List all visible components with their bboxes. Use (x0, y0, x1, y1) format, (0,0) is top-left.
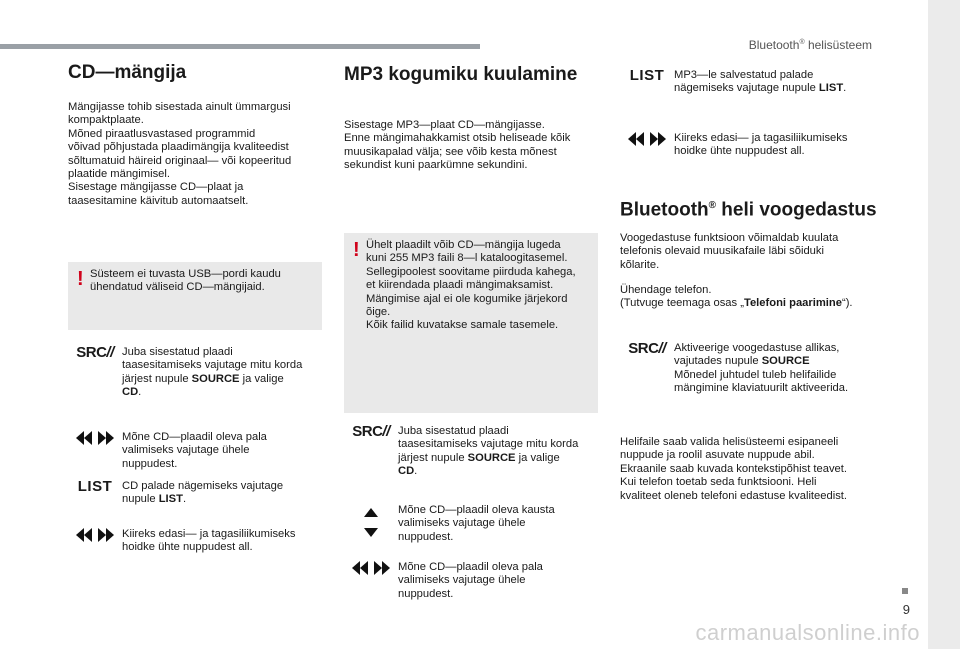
column-bluetooth (620, 199, 890, 221)
cd-warning-box (68, 262, 322, 330)
src-button-icon: SRC // (352, 423, 390, 440)
mp3-warning-text: Ühelt plaadilt võib CD—mängija lugeda kuni 255 MP3 faili 8—l kataloogitasemel. Sellegipoolest soovitame piirduda kahega, et kiirendada plaadi mängimaksamist. Mängimise ajal ei ole kogumike järjekord õige. Kõik failid kuvatakse samale tasemele. (366, 239, 576, 332)
warning-icon: ! (77, 268, 84, 290)
cd-player-paragraph: Mängijasse tohib sisestada ainult ümmargusi kompaktplaate. Mõned piraatlusvastased programmid võivad põhjustada plaadimängija kvaliteedist sõltumatuid häireid originaal— või kopeeritud plaatide mängimisel. Sisestage mängijasse CD—plaat ja taasesitamine käivitub automaatselt. (68, 101, 292, 207)
page-number: 9 (902, 602, 910, 617)
up-down-arrows-icon (344, 504, 398, 540)
bluetooth-paragraph-1: Voogedastuse funktsioon võimaldab kuulata telefonis olevaid muusikafaile läbi sõiduki kõlarite. (620, 232, 839, 271)
column-mp3 (344, 64, 604, 85)
fast-forward-rewind-icon (68, 528, 122, 542)
page-sidebar (928, 0, 960, 649)
src-button-icon: SRC // (76, 344, 114, 361)
mp3-paragraph: Sisestage MP3—plaat CD—mängijasse. Enne mängimahakkamist otsib heliseade kõik muusikapalad välja; see võib kesta mõnest sekundist kuni paarkümne sekundini. (344, 119, 571, 172)
header-bar (0, 44, 480, 49)
cd-list-row: LIST CD palade nägemiseks vajutage nupule LIST. (68, 480, 328, 510)
bluetooth-paragraph-3: Helifaile saab valida helisüsteemi esipaneeli nuppude ja roolil asuvate nuppude abil. Ekraanile saab kuvada kontekstipõhist teavet. Kui telefon toetab seda funktsiooni. Heli kvaliteet oleneb telefoni edastuse kvaliteedist. (620, 436, 848, 502)
list-button-icon: LIST (77, 478, 113, 495)
watermark: carmanualsonline.info (695, 620, 920, 645)
column-cd-player (68, 62, 328, 83)
page-marker (902, 588, 908, 594)
mp3-list-row: LIST MP3—le salvestatud palade nägemiseks vajutage nupule LIST. (620, 69, 880, 99)
mp3-warning-box (344, 233, 598, 413)
mp3-track-row: Mõne CD—plaadil oleva pala valimiseks vajutage ühele nuppudest. (344, 561, 604, 605)
mp3-title: MP3 kogumiku kuulamine (344, 64, 578, 85)
mp3-fast-row: Kiireks edasi— ja tagasiliikumiseks hoidke ühte nuppudest all. (620, 132, 880, 162)
cd-track-row: Mõne CD—plaadil oleva pala valimiseks vajutage ühele nuppudest. (68, 431, 328, 475)
list-button-icon: LIST (629, 67, 665, 84)
section-title: Bluetooth® helisüsteem (748, 38, 872, 52)
skip-back-forward-icon (344, 561, 398, 575)
bluetooth-title: Bluetooth® heli voogedastus (620, 199, 877, 221)
cd-player-title: CD—mängija (68, 62, 187, 83)
fast-forward-rewind-icon (620, 132, 674, 146)
mp3-source-row: SRC // Juba sisestatud plaadi taasesitamiseks vajutage mitu korda järjest nupule SOURCE ja valige CD. (344, 425, 604, 485)
cd-warning-text: Süsteem ei tuvasta USB—pordi kaudu ühendatud väliseid CD—mängijaid. (90, 268, 281, 294)
cd-source-row: SRC // Juba sisestatud plaadi taasesitamiseks vajutage mitu korda järjest nupule SOURCE ja valige CD. (68, 346, 328, 406)
skip-back-forward-icon (68, 431, 122, 445)
mp3-folder-row: Mõne CD—plaadil oleva kausta valimiseks vajutage ühele nuppudest. (344, 504, 604, 548)
warning-icon: ! (353, 239, 360, 261)
bluetooth-source-row: SRC // Aktiveerige voogedastuse allikas, vajutades nupule SOURCE Mõnedel juhtudel tuleb helifailide mängimine klaviatuurilt aktiveerida. (620, 342, 890, 402)
cd-fast-row: Kiireks edasi— ja tagasiliikumiseks hoidke ühte nuppudest all. (68, 528, 328, 558)
bluetooth-paragraph-2: Ühendage telefon. (Tutvuge teemaga osas „Telefoni paarimine“). (620, 284, 853, 310)
src-button-icon: SRC // (628, 340, 666, 357)
